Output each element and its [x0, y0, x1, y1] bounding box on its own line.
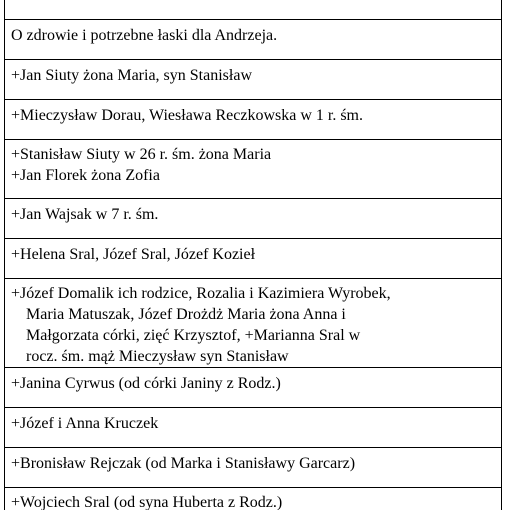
intention-cell [5, 279, 502, 368]
table-row-header-remnant [5, 0, 502, 20]
intention-cell [5, 488, 502, 510]
table-row [5, 279, 502, 368]
intention-cell [5, 199, 502, 239]
intention-text: Małgorzata córki, zięć Krzysztof, +Marianna Sral w [26, 327, 361, 344]
table-row [5, 488, 502, 510]
intention-text: +Józef Domalik ich rodzice, Rozalia i Kazimiera Wyrobek, [11, 285, 391, 302]
intention-text: +Jan Siuty żona Maria, syn Stanisław [11, 67, 252, 84]
intention-text: +Jan Florek żona Zofia [11, 167, 160, 184]
table-row [5, 140, 502, 199]
intention-text: O zdrowie i potrzebne łaski dla Andrzeja. [11, 27, 278, 44]
intention-cell [5, 408, 502, 448]
intention-text: +Bronisław Rejczak (od Marka i Stanisławy Garcarz) [11, 455, 356, 472]
table-row [5, 199, 502, 239]
table-row [5, 448, 502, 488]
table-row [5, 239, 502, 279]
intention-text: rocz. śm. mąż Mieczysław syn Stanisław [26, 348, 289, 365]
intention-cell [5, 20, 502, 60]
table-row [5, 368, 502, 408]
intention-text: Maria Matuszak, Józef Drożdż Maria żona Anna i [26, 306, 346, 323]
intention-cell [5, 368, 502, 408]
intention-text: +Jan Wajsak w 7 r. śm. [11, 206, 159, 223]
table-row [5, 408, 502, 448]
intention-text: +Janina Cyrwus (od córki Janiny z Rodz.) [11, 375, 281, 392]
intention-cell [5, 60, 502, 100]
table-cell-empty [5, 0, 502, 20]
table-row [5, 100, 502, 140]
table-row [5, 60, 502, 100]
intention-text: +Helena Sral, Józef Sral, Józef Kozieł [11, 246, 256, 263]
table-row [5, 20, 502, 60]
intention-cell [5, 448, 502, 488]
mass-intentions-table [4, 0, 502, 510]
intention-cell [5, 100, 502, 140]
intention-text: +Wojciech Sral (od syna Huberta z Rodz.) [11, 494, 283, 510]
intention-cell [5, 239, 502, 279]
intention-text: +Józef i Anna Kruczek [11, 415, 159, 432]
intention-text: +Mieczysław Dorau, Wiesława Reczkowska w 1 r. śm. [11, 107, 363, 124]
intention-cell [5, 140, 502, 199]
intention-text: +Stanisław Siuty w 26 r. śm. żona Maria [11, 146, 272, 163]
